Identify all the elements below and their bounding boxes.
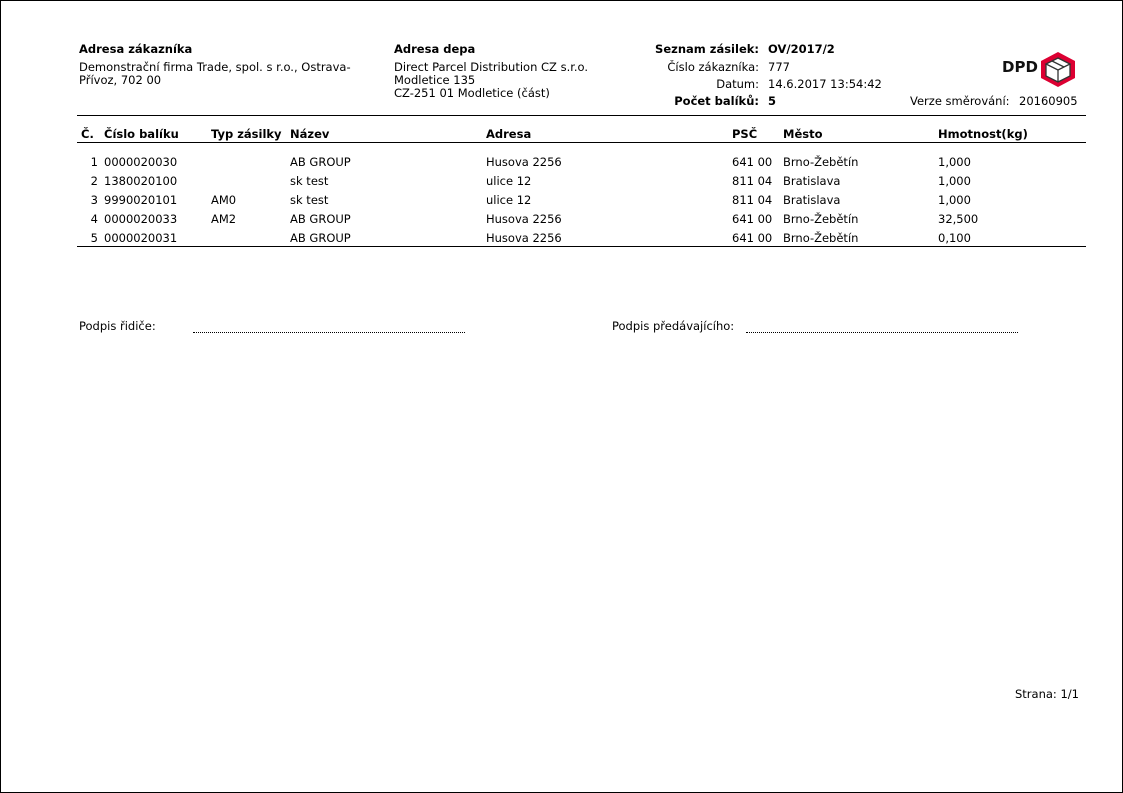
table-bottom-separator bbox=[77, 246, 1086, 247]
row-type: AM0 bbox=[211, 193, 237, 207]
customer-number-value: 777 bbox=[768, 60, 790, 74]
row-psc: 641 00 bbox=[732, 231, 773, 245]
row-psc: 811 04 bbox=[732, 174, 773, 188]
row-address: Husova 2256 bbox=[486, 231, 562, 245]
table-row bbox=[1, 193, 1122, 212]
row-name: AB GROUP bbox=[290, 155, 351, 169]
date-value: 14.6.2017 13:54:42 bbox=[768, 77, 882, 91]
table-row bbox=[1, 174, 1122, 193]
col-header-parcel: Číslo balíku bbox=[104, 127, 179, 141]
row-address: Husova 2256 bbox=[486, 155, 562, 169]
col-header-address: Adresa bbox=[486, 127, 532, 141]
row-city: Brno-Žebětín bbox=[783, 212, 859, 226]
parcel-count-label: Počet balíků: bbox=[674, 94, 759, 108]
row-parcel: 1380020100 bbox=[104, 174, 178, 188]
col-header-no: Č. bbox=[81, 127, 94, 141]
row-address: Husova 2256 bbox=[486, 212, 562, 226]
row-name: AB GROUP bbox=[290, 212, 351, 226]
header-separator bbox=[77, 115, 1086, 116]
routing-version-value: 20160905 bbox=[1019, 94, 1078, 108]
customer-address-line1: Demonstrační firma Trade, spol. s r.o., Ostrava- bbox=[79, 60, 351, 74]
list-label: Seznam zásilek: bbox=[655, 42, 759, 56]
page-number: Strana: 1/1 bbox=[1015, 687, 1079, 701]
row-no: 1 bbox=[90, 155, 98, 169]
customer-address-title: Adresa zákazníka bbox=[79, 42, 193, 56]
depot-address-line3: CZ-251 01 Modletice (část) bbox=[394, 86, 550, 100]
row-psc: 641 00 bbox=[732, 155, 773, 169]
row-weight: 32,500 bbox=[938, 212, 979, 226]
row-weight: 1,000 bbox=[938, 174, 971, 188]
row-city: Bratislava bbox=[783, 193, 841, 207]
row-parcel: 0000020030 bbox=[104, 155, 178, 169]
row-parcel: 0000020033 bbox=[104, 212, 178, 226]
row-weight: 1,000 bbox=[938, 193, 971, 207]
list-value: OV/2017/2 bbox=[768, 42, 835, 56]
col-header-psc: PSČ bbox=[732, 127, 758, 141]
row-parcel: 0000020031 bbox=[104, 231, 178, 245]
row-type: AM2 bbox=[211, 212, 237, 226]
col-header-name: Název bbox=[290, 127, 330, 141]
row-address: ulice 12 bbox=[486, 193, 532, 207]
row-no: 2 bbox=[90, 174, 98, 188]
col-header-weight: Hmotnost(kg) bbox=[938, 127, 1028, 141]
parcel-count-value: 5 bbox=[768, 94, 777, 108]
row-no: 3 bbox=[90, 193, 98, 207]
row-city: Brno-Žebětín bbox=[783, 231, 859, 245]
row-no: 5 bbox=[90, 231, 98, 245]
customer-address-line2: Přívoz, 702 00 bbox=[79, 73, 162, 87]
row-weight: 1,000 bbox=[938, 155, 971, 169]
row-city: Brno-Žebětín bbox=[783, 155, 859, 169]
table-row bbox=[1, 155, 1122, 174]
handover-signature-label: Podpis předávajícího: bbox=[612, 319, 735, 333]
row-name: sk test bbox=[290, 193, 329, 207]
driver-signature-line bbox=[193, 332, 465, 333]
handover-signature-line bbox=[746, 332, 1018, 333]
row-address: ulice 12 bbox=[486, 174, 532, 188]
row-no: 4 bbox=[90, 212, 98, 226]
row-name: AB GROUP bbox=[290, 231, 351, 245]
row-parcel: 9990020101 bbox=[104, 193, 178, 207]
row-psc: 641 00 bbox=[732, 212, 773, 226]
row-weight: 0,100 bbox=[938, 231, 971, 245]
row-name: sk test bbox=[290, 174, 329, 188]
depot-address-line1: Direct Parcel Distribution CZ s.r.o. bbox=[394, 60, 589, 74]
dpd-cube-icon bbox=[1041, 52, 1075, 87]
dpd-logo-text: DPD bbox=[1002, 58, 1038, 76]
row-city: Bratislava bbox=[783, 174, 841, 188]
table-row bbox=[1, 212, 1122, 231]
table-header-separator bbox=[77, 142, 1086, 143]
depot-address-title: Adresa depa bbox=[394, 42, 476, 56]
dpd-logo-graphic bbox=[1001, 50, 1079, 90]
depot-address-line2: Modletice 135 bbox=[394, 73, 476, 87]
routing-version-label: Verze směrování: bbox=[910, 94, 1010, 108]
customer-number-label: Číslo zákazníka: bbox=[667, 60, 759, 74]
driver-signature-label: Podpis řidiče: bbox=[79, 319, 156, 333]
table-row bbox=[1, 231, 1122, 250]
row-psc: 811 04 bbox=[732, 193, 773, 207]
dpd-logo bbox=[1001, 50, 1079, 93]
col-header-type: Typ zásilky bbox=[211, 127, 282, 141]
col-header-city: Město bbox=[783, 127, 823, 141]
date-label: Datum: bbox=[716, 77, 759, 91]
